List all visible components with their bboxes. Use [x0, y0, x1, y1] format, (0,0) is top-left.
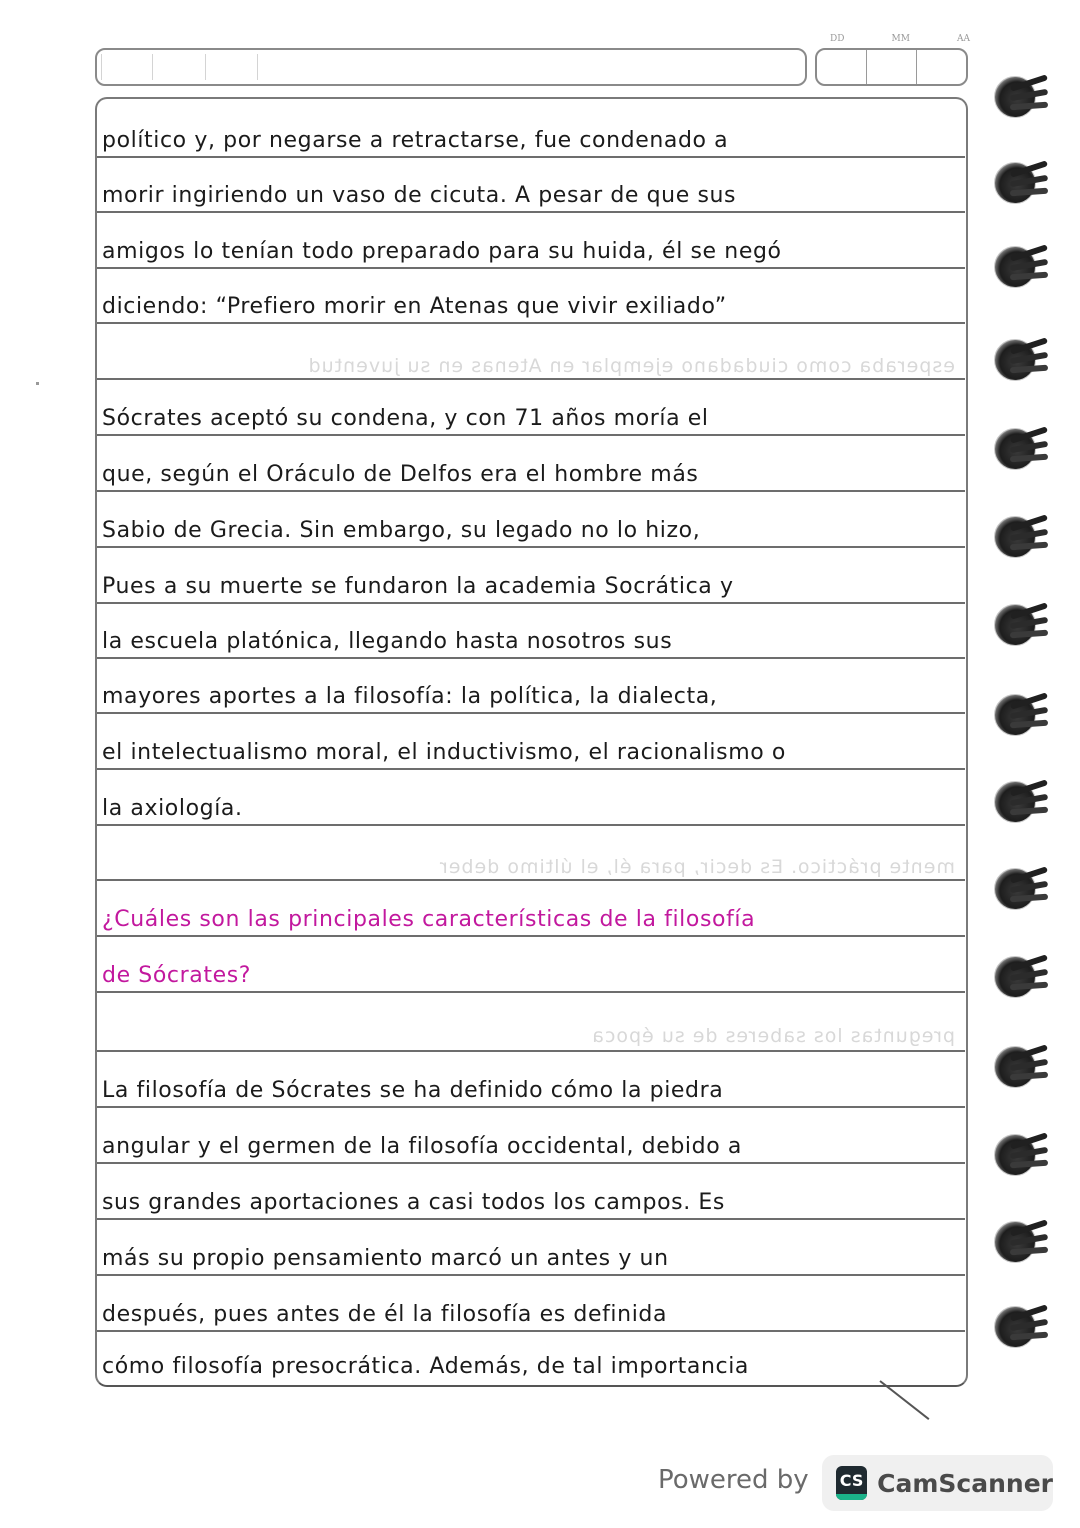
text-line: angular y el germen de la filosofía occidental, debido a [102, 1134, 742, 1159]
ruled-line [97, 935, 965, 937]
ruled-line [97, 546, 965, 548]
spiral-ring-icon [992, 862, 1048, 914]
ruled-line [97, 1050, 965, 1052]
text-line: político y, por negarse a retractarse, fue condenado a [102, 128, 729, 153]
spiral-ring-icon [992, 1128, 1048, 1180]
date-label-year: AA [957, 34, 970, 44]
ruled-line [97, 322, 965, 324]
camscanner-badge[interactable] [822, 1455, 1053, 1511]
ruled-line [97, 602, 965, 604]
ruled-line [97, 211, 965, 213]
header-divider [152, 54, 153, 80]
ruled-line [97, 1218, 965, 1220]
header-divider [101, 54, 102, 80]
text-line: morir ingiriendo un vaso de cicuta. A pesar de que sus [102, 183, 737, 208]
spiral-ring-icon [992, 1040, 1048, 1092]
spiral-ring-icon [992, 688, 1048, 740]
date-cell-day [817, 50, 867, 84]
ruled-line [97, 879, 965, 881]
ruled-line [97, 657, 965, 659]
text-line: mayores aportes a la filosofía: la política, la dialecta, [102, 684, 718, 709]
spiral-ring-icon [992, 598, 1048, 650]
text-line: amigos lo tenían todo preparado para su huida, él se negó [102, 239, 782, 264]
ruled-line [97, 1274, 965, 1276]
spiral-ring-icon [992, 240, 1048, 292]
text-line: Sócrates aceptó su condena, y con 71 años moría el [102, 406, 709, 431]
text-line: el intelectualismo moral, el inductivismo, el racionalismo o [102, 740, 786, 765]
ruled-line [97, 378, 965, 380]
question-line: de Sócrates? [102, 963, 252, 988]
ruled-line [97, 1106, 965, 1108]
date-box [815, 48, 968, 86]
scan-speck [36, 382, 39, 385]
camscanner-brand-name: CamScanner [877, 1468, 1053, 1498]
header-divider [205, 54, 206, 80]
text-line: la axiología. [102, 796, 243, 821]
ruled-line [97, 712, 965, 714]
header-title-box [95, 48, 807, 86]
text-line: después, pues antes de él la filosofía es definida [102, 1302, 668, 1327]
date-cell-year [917, 50, 966, 84]
spiral-ring-icon [992, 422, 1048, 474]
date-cell-month [867, 50, 917, 84]
text-line: cómo filosofía presocrática. Además, de tal importancia [102, 1354, 750, 1379]
text-line: que, según el Oráculo de Delfos era el hombre más [102, 462, 699, 487]
spiral-ring-icon [992, 1215, 1048, 1267]
bleed-through-text: esperaba como ciudadano ejemplar en Atenas en su juventud [307, 355, 955, 377]
date-labels [830, 34, 970, 44]
ruled-line [97, 1162, 965, 1164]
text-line: sus grandes aportaciones a casi todos los campos. Es [102, 1190, 725, 1215]
text-line: Pues a su muerte se fundaron la academia Socrática y [102, 574, 734, 599]
question-line: ¿Cuáles son las principales características de la filosofía [102, 907, 756, 932]
ruled-line [97, 1330, 965, 1332]
spiral-ring-icon [992, 333, 1048, 385]
ruled-line [97, 434, 965, 436]
text-line: La filosofía de Sócrates se ha definido cómo la piedra [102, 1078, 724, 1103]
ruled-line [97, 267, 965, 269]
text-line: diciendo: “Prefiero morir en Atenas que vivir exiliado” [102, 294, 727, 319]
camscanner-logo-icon: CS [836, 1466, 867, 1500]
text-line: más su propio pensamiento marcó un antes y un [102, 1246, 669, 1271]
ruled-line [97, 156, 965, 158]
ruled-line [97, 768, 965, 770]
spiral-ring-icon [992, 775, 1048, 827]
ruled-line [97, 991, 965, 993]
bleed-through-text: preguntas los saberes de su época [591, 1025, 955, 1047]
bleed-through-text: mente práctico. Es decir, para él, el último deber [438, 856, 955, 878]
spiral-ring-icon [992, 70, 1048, 122]
spiral-ring-icon [992, 1300, 1048, 1352]
ruled-line [97, 824, 965, 826]
header-divider [257, 54, 258, 80]
spiral-ring-icon [992, 156, 1048, 208]
spiral-ring-icon [992, 950, 1048, 1002]
text-line: la escuela platónica, llegando hasta nosotros sus [102, 629, 673, 654]
ruled-line [97, 490, 965, 492]
powered-by-label: Powered by [658, 1465, 809, 1495]
spiral-ring-icon [992, 510, 1048, 562]
text-line: Sabio de Grecia. Sin embargo, su legado no lo hizo, [102, 518, 701, 543]
date-label-month: MM [891, 34, 910, 44]
date-label-day: DD [830, 34, 845, 44]
